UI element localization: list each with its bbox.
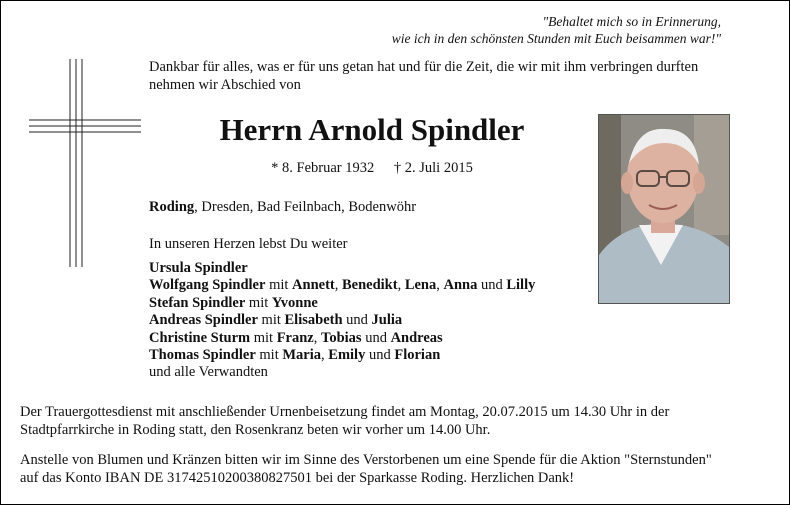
connector: ,: [397, 277, 405, 294]
connector: ,: [313, 329, 321, 346]
mourner-name: Benedikt: [341, 277, 398, 294]
mourner-row: [149, 330, 535, 347]
connector: mit: [257, 312, 285, 329]
cross-icon: [29, 59, 141, 267]
mourners-list: [149, 260, 535, 382]
connector: und: [342, 312, 372, 329]
service-line-2: Stadtpfarrkirche in Roding statt, den Rosenkranz beten wir vorher um 14.00 Uhr.: [20, 422, 491, 438]
connector: und: [477, 277, 507, 294]
connector: und: [365, 347, 395, 364]
portrait-photo: [598, 114, 730, 304]
mourner-name: Wolfgang Spindler: [149, 277, 266, 294]
mourner-name: Anna: [443, 277, 478, 294]
donation-line-1: Anstelle von Blumen und Kränzen bitten wir im Sinne des Verstorbenen um eine Spende für die Aktion "Sternstunden": [20, 452, 712, 468]
mourner-name: Lena: [404, 277, 437, 294]
mourner-name: Thomas Spindler: [149, 347, 256, 364]
mourner-name: Annett: [292, 277, 335, 294]
mourner-row: [149, 277, 535, 294]
life-dates: [149, 159, 595, 177]
mourner-name: Andreas: [390, 329, 443, 346]
intro-line-2: nehmen wir Abschied von: [149, 77, 301, 93]
place-others: , Dresden, Bad Feilnbach, Bodenwöhr: [194, 199, 417, 215]
mourner-name: Emily: [328, 347, 366, 364]
service-info: [20, 403, 780, 439]
places-line: [149, 198, 416, 216]
connector: mit: [250, 329, 277, 346]
motto-quote: [301, 13, 721, 47]
in-hearts-text: In unseren Herzen lebst Du weiter: [149, 236, 348, 252]
mourner-name: Christine Sturm: [149, 329, 251, 346]
mourner-name: Tobias: [321, 329, 362, 346]
deceased-name: Herrn Arnold Spindler: [219, 112, 525, 147]
intro-text: [149, 58, 709, 94]
connector: und: [361, 329, 391, 346]
mourner-name: Florian: [394, 347, 441, 364]
connector: mit: [255, 347, 283, 364]
mourner-name: Yvonne: [271, 294, 318, 311]
mourner-row: [149, 295, 535, 312]
mourner-row: [149, 347, 535, 364]
connector: ,: [321, 347, 329, 364]
donation-line-2: auf das Konto IBAN DE 31742510200380827501 bei der Sparkasse Roding. Herzlichen Dank!: [20, 470, 575, 486]
intro-line-1: Dankbar für alles, was er für uns getan hat und für die Zeit, die wir mit ihm verbringen durften: [149, 59, 699, 75]
death-date: † 2. Juli 2015: [393, 160, 473, 176]
connector: mit: [245, 294, 272, 311]
service-line-1: Der Trauergottesdienst mit anschließender Urnenbeisetzung findet am Montag, 20.07.2015 um 14.30 Uhr in der: [20, 404, 670, 420]
mourner-name: Lilly: [506, 277, 536, 294]
mourner-name: Franz: [276, 329, 314, 346]
mourner-row: [149, 260, 535, 277]
relatives-text: und alle Verwandten: [149, 364, 268, 381]
mourner-name: Andreas Spindler: [149, 312, 258, 329]
motto-line-1: "Behaltet mich so in Erinnerung,: [542, 14, 721, 29]
connector: ,: [334, 277, 342, 294]
mourner-name: Stefan Spindler: [149, 294, 246, 311]
mourner-name: Elisabeth: [284, 312, 343, 329]
motto-line-2: wie ich in den schönsten Stunden mit Euch beisammen war!": [391, 31, 721, 46]
birth-date: * 8. Februar 1932: [271, 160, 375, 176]
place-primary: Roding: [149, 199, 195, 215]
mourner-row: [149, 312, 535, 329]
connector: ,: [436, 277, 444, 294]
connector: mit: [265, 277, 293, 294]
donation-info: [20, 451, 780, 487]
mourner-row: [149, 364, 535, 381]
mourner-name: Ursula Spindler: [149, 260, 248, 276]
mourner-name: Maria: [282, 347, 322, 364]
mourner-name: Julia: [371, 312, 403, 329]
